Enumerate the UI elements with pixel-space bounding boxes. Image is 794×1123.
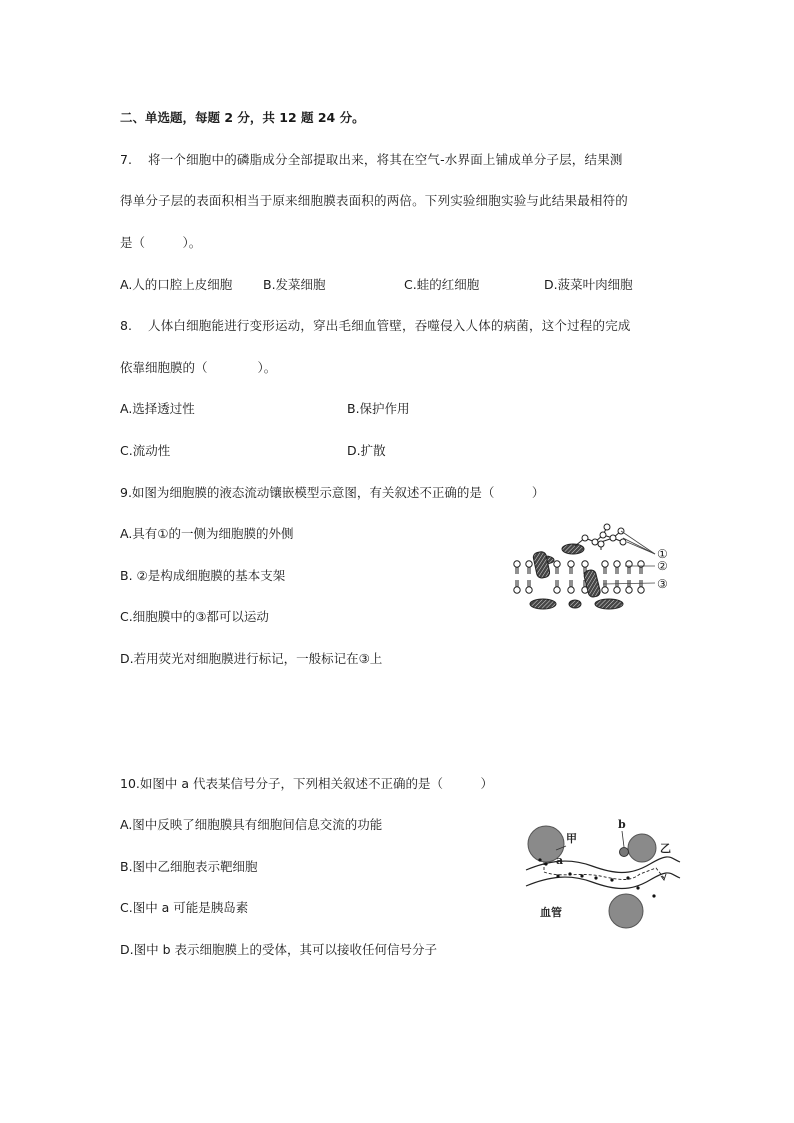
q7-option-c[interactable]: C.蛙的红细胞 xyxy=(404,277,480,292)
label-yi: 乙 xyxy=(660,842,671,855)
protein-transmembrane-right xyxy=(583,569,601,598)
label-vessel: 血管 xyxy=(540,906,562,919)
lipid-head-lower xyxy=(554,587,560,593)
lipid-tail-upper xyxy=(528,567,530,574)
section-heading: 二、单选题，每题 2 分，共 12 题 24 分。 xyxy=(120,110,365,125)
q10-option-c[interactable]: C.图中 a 可能是胰岛素 xyxy=(120,900,249,915)
label-jia: 甲 xyxy=(566,832,577,845)
q10-option-d[interactable]: D.图中 b 表示细胞膜上的受体，其可以接收任何信号分子 xyxy=(120,942,437,957)
lipid-tail-lower xyxy=(604,580,606,587)
q7-option-d[interactable]: D.菠菜叶肉细胞 xyxy=(544,277,633,292)
receptor-b xyxy=(620,848,629,857)
lipid-head-upper xyxy=(554,561,560,567)
q10-option-a[interactable]: A.图中反映了细胞膜具有细胞间信息交流的功能 xyxy=(120,817,383,832)
lipid-head-upper xyxy=(602,561,608,567)
q7-option-a[interactable]: A.人的口腔上皮细胞 xyxy=(120,277,233,292)
q8-stem-line1: 人体白细胞能进行变形运动，穿出毛细血管壁，吞噬侵入人体的病菌，这个过程的完成 xyxy=(148,318,631,333)
lipid-head-upper xyxy=(514,561,520,567)
q9-option-c[interactable]: C.细胞膜中的③都可以运动 xyxy=(120,609,269,624)
protein-bottom-middle xyxy=(569,600,581,608)
lipid-tail-upper xyxy=(556,567,558,574)
label-a: a xyxy=(556,854,564,867)
lipid-tail-upper xyxy=(570,567,572,574)
lipid-head-upper xyxy=(614,561,620,567)
q8-option-b[interactable]: B.保护作用 xyxy=(347,401,410,416)
lipid-head-lower xyxy=(526,587,532,593)
q8-stem-line2: 依靠细胞膜的（ ）。 xyxy=(120,360,277,375)
lipid-tail-upper xyxy=(516,567,518,574)
q7-stem-line2: 得单分子层的表面积相当于原来细胞膜表面积的两倍。下列实验细胞实验与此结果最相符的 xyxy=(120,193,629,208)
lipid-head-upper xyxy=(526,561,532,567)
lipid-tail-upper xyxy=(640,567,642,574)
q8-option-c[interactable]: C.流动性 xyxy=(120,443,171,458)
lipid-tail-lower xyxy=(516,580,518,587)
lipid-tail-lower xyxy=(570,580,572,587)
cell-signaling-figure xyxy=(520,816,680,932)
lipid-head-lower xyxy=(568,587,574,593)
q8-number: 8. xyxy=(120,318,132,333)
lipid-head-lower xyxy=(638,587,644,593)
figure-label-3: ③ xyxy=(657,577,668,591)
q9-stem: 9.如图为细胞膜的液态流动镶嵌模型示意图，有关叙述不正确的是（ ） xyxy=(120,485,545,500)
q7-stem-line1: 将一个细胞中的磷脂成分全部提取出来，将其在空气-水界面上铺成单分子层，结果测 xyxy=(148,152,623,167)
lipid-tail-lower xyxy=(528,580,530,587)
lipid-head-upper xyxy=(582,561,588,567)
cell-yi xyxy=(628,834,656,862)
q8-option-a[interactable]: A.选择透过性 xyxy=(120,401,195,416)
lipid-head-upper xyxy=(568,561,574,567)
q10-stem: 10.如图中 a 代表某信号分子，下列相关叙述不正确的是（ ） xyxy=(120,776,493,791)
lipid-head-lower xyxy=(614,587,620,593)
lipid-head-lower xyxy=(514,587,520,593)
q7-number: 7. xyxy=(120,152,132,167)
cell-lower xyxy=(609,894,643,928)
figure-label-1: ① xyxy=(657,547,668,561)
figure-label-2: ② xyxy=(657,559,668,573)
lipid-head-lower xyxy=(602,587,608,593)
q9-option-b[interactable]: B. ②是构成细胞膜的基本支架 xyxy=(120,568,286,583)
lipid-tail-upper xyxy=(604,567,606,574)
phospholipid-bilayer xyxy=(514,561,644,593)
protein-bottom-right xyxy=(595,599,623,609)
q8-option-d[interactable]: D.扩散 xyxy=(347,443,386,458)
q9-option-a[interactable]: A.具有①的一侧为细胞膜的外侧 xyxy=(120,526,294,541)
protein-bottom-left xyxy=(530,599,556,609)
lipid-head-lower xyxy=(626,587,632,593)
protein-top-middle xyxy=(562,544,584,554)
membrane-model-figure xyxy=(505,522,675,614)
q7-stem-line3: 是（ ）。 xyxy=(120,235,202,250)
vessel-wall-bottom xyxy=(526,873,680,889)
lipid-tail-lower xyxy=(556,580,558,587)
protein-transmembrane-left xyxy=(532,551,550,579)
q10-option-b[interactable]: B.图中乙细胞表示靶细胞 xyxy=(120,859,258,874)
label-b: b xyxy=(618,818,626,831)
lipid-tail-upper xyxy=(616,567,618,574)
q7-option-b[interactable]: B.发菜细胞 xyxy=(263,277,326,292)
lipid-tail-upper xyxy=(628,567,630,574)
q9-option-d[interactable]: D.若用荧光对细胞膜进行标记，一般标记在③上 xyxy=(120,651,383,666)
